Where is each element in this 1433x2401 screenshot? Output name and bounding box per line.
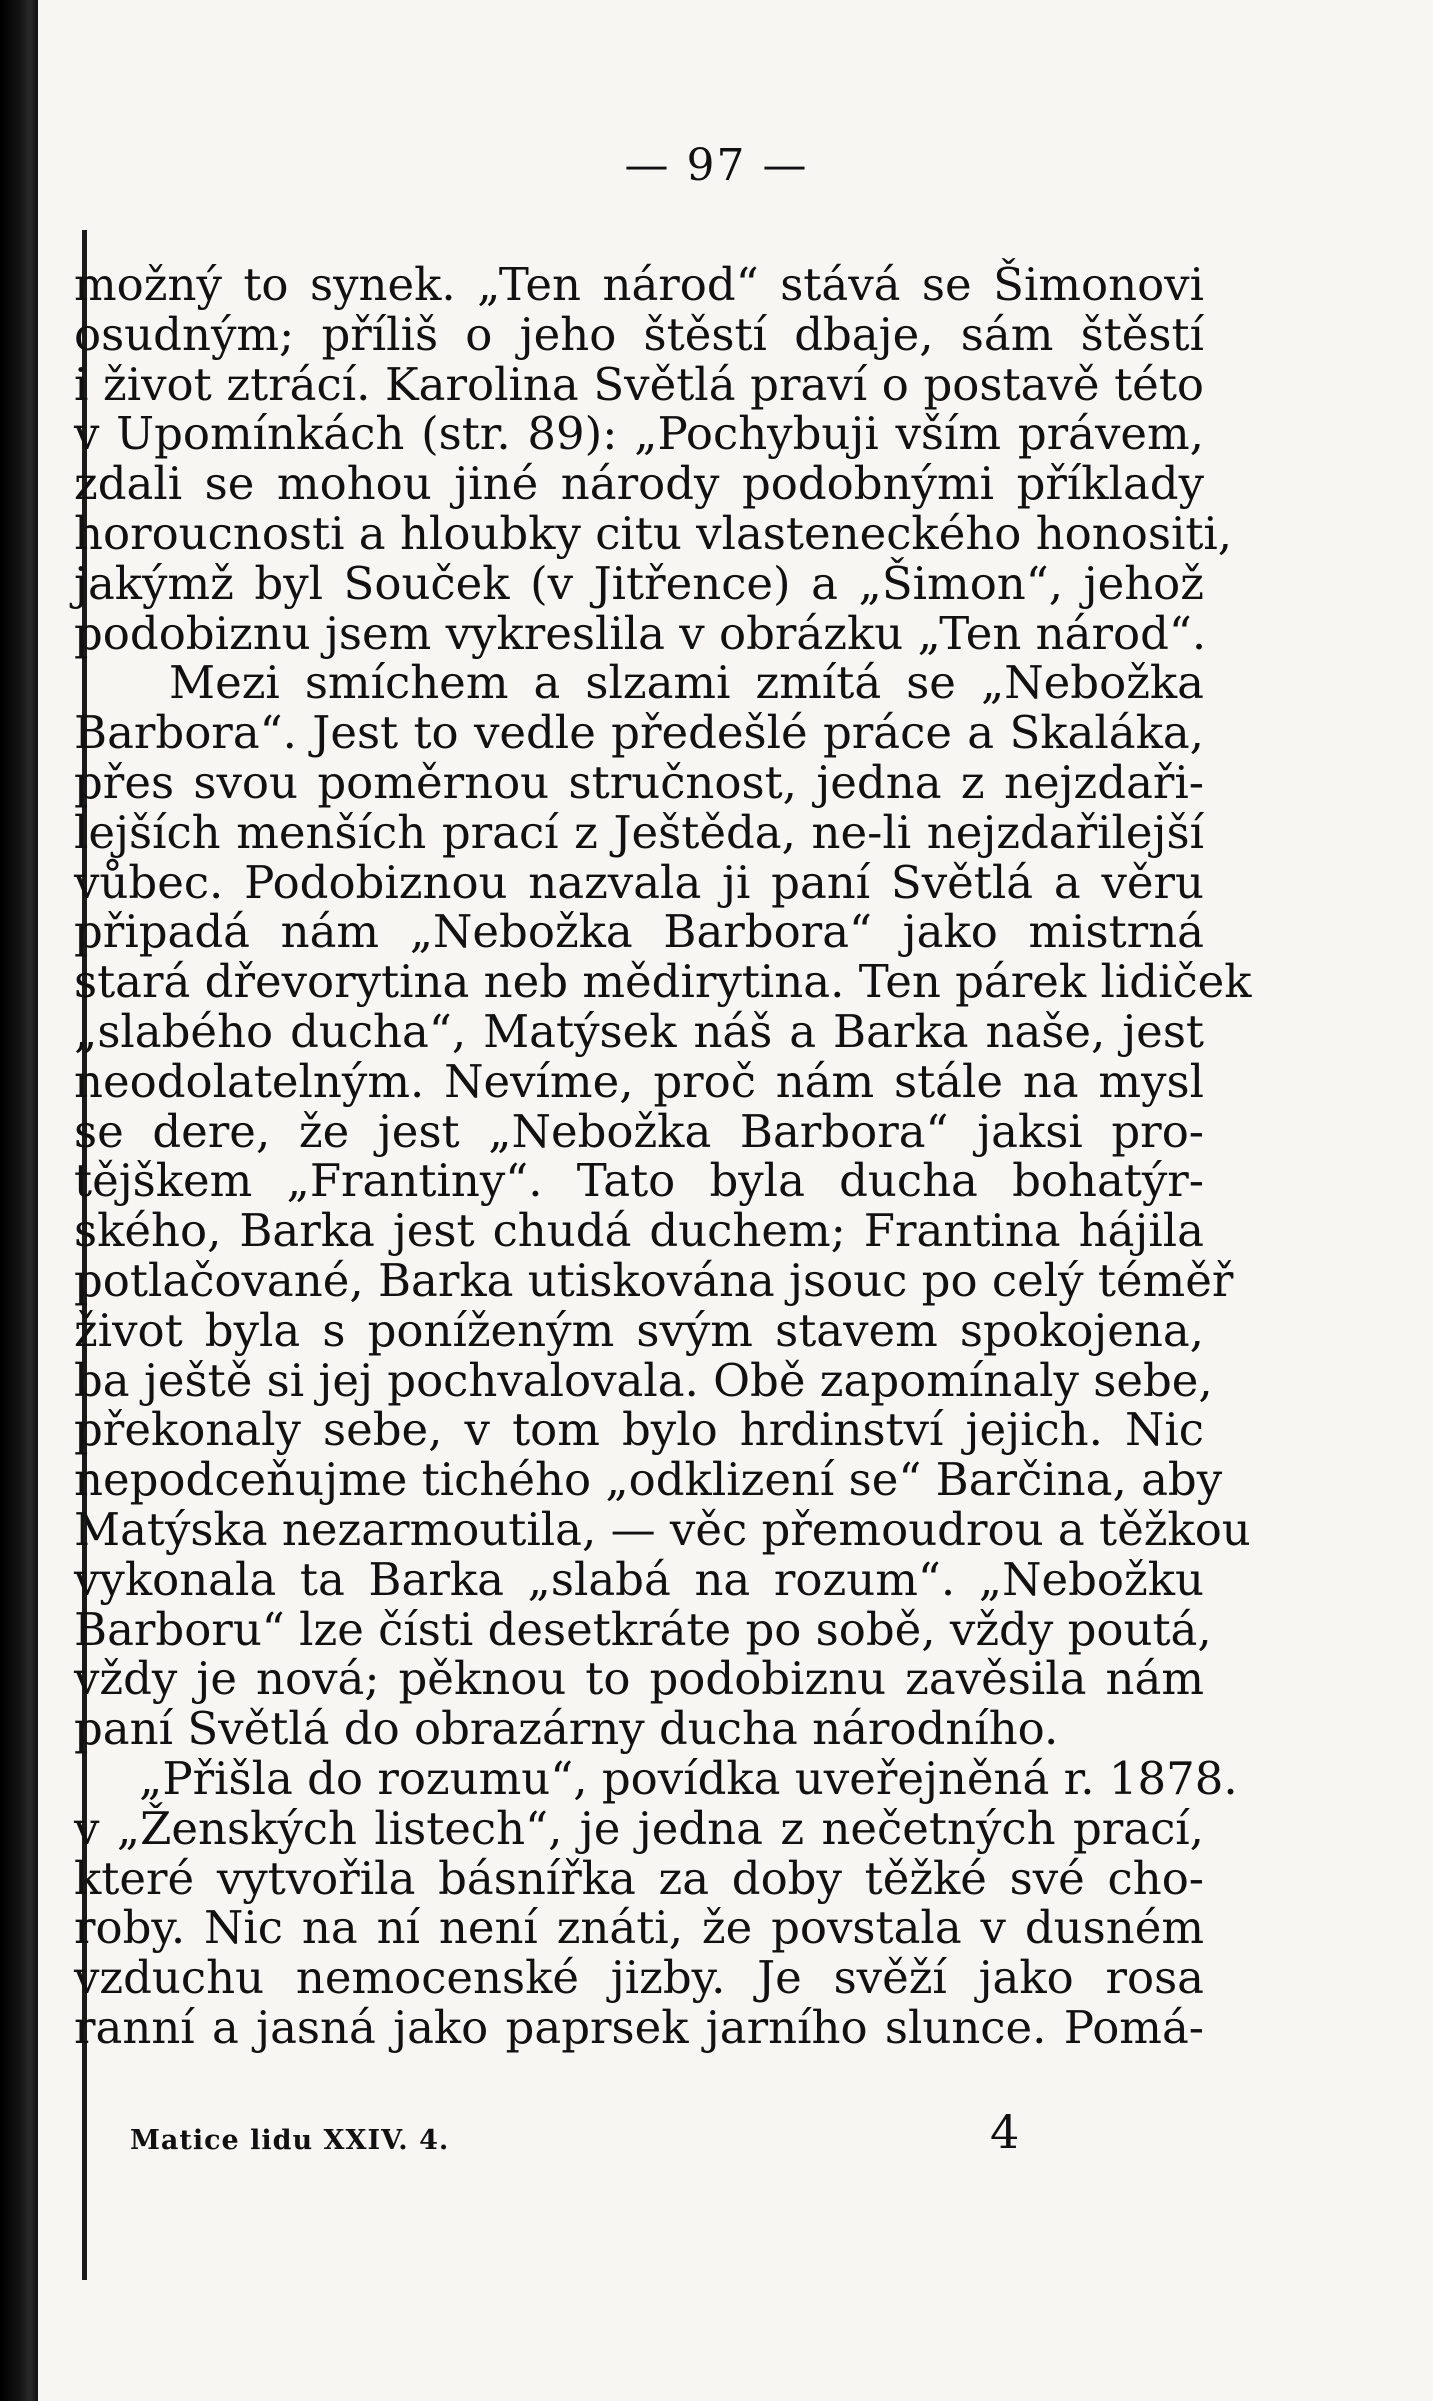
text-line: možný to synek. „Ten národ“ stává se Šimonovi [74, 258, 1204, 311]
text-line: i život ztrácí. Karolina Světlá praví o postavě této [74, 357, 1204, 411]
text-line: v „Ženských listech“, je jedna z nečetných prací, [74, 1801, 1204, 1855]
text-line: horoucnosti a hloubky citu vlasteneckého honositi, [74, 506, 1233, 560]
text-line: roby. Nic na ní není znáti, že povstala v dusném [74, 1901, 1204, 1955]
text-line: tějškem „Frantiny“. Tato byla ducha bohatýr- [74, 1154, 1204, 1208]
text-line: v Upomínkách (str. 89): „Pochybuji vším právem, [74, 407, 1204, 461]
text-line: „Přišla do rozumu“, povídka uveřejněná r. 1878. [139, 1751, 1238, 1805]
printer-signature: Matice lidu XXIV. 4. [130, 2125, 450, 2156]
text-line: ranní a jasná jako paprsek jarního slunce. Pomá- [74, 2000, 1204, 2054]
text-line: přes svou poměrnou stručnost, jedna z nejzdaři- [74, 755, 1204, 809]
text-line: život byla s poníženým svým stavem spokojena, [74, 1303, 1204, 1357]
text-line: osudným; příliš o jeho štěstí dbaje, sám štěstí [74, 307, 1204, 361]
text-line: „slabého ducha“, Matýsek náš a Barka naše, jest [74, 1004, 1204, 1058]
text-line: podobiznu jsem vykreslila v obrázku „Ten národ“. [74, 606, 1207, 660]
text-line: vždy je nová; pěknou to podobiznu zavěsila nám [74, 1652, 1204, 1706]
text-line: jakýmž byl Souček (v Jitřence) a „Šimon“, jehož [74, 556, 1204, 610]
text-line: ba ještě si jej pochvalovala. Obě zapomínaly sebe, [74, 1353, 1213, 1407]
text-line: Matýska nezarmoutila, — věc přemoudrou a těžkou [74, 1502, 1251, 1556]
text-line: stará dřevorytina neb mědirytina. Ten párek lidiček [74, 955, 1252, 1009]
text-line: překonaly sebe, v tom bylo hrdinství jejich. Nic [74, 1403, 1204, 1457]
text-line: zdali se mohou jiné národy podobnými příklady [74, 457, 1204, 511]
text-line: potlačované, Barka utiskována jsouc po celý téměř [74, 1253, 1234, 1307]
text-line: připadá nám „Nebožka Barbora“ jako mistrná [74, 905, 1204, 959]
text-line: nepodceňujme tichého „odklizení se“ Barčina, aby [74, 1453, 1223, 1507]
page-edge-shadow [0, 0, 40, 2401]
page-footer [130, 2105, 1030, 2185]
text-line: Mezi smíchem a slzami zmítá se „Nebožka [169, 656, 1204, 710]
text-line: vůbec. Podobiznou nazvala ji paní Světlá a věru [74, 855, 1204, 909]
body-text [74, 258, 1252, 2054]
text-line: vzduchu nemocenské jizby. Je svěží jako rosa [74, 1951, 1204, 2005]
text-line: vykonala ta Barka „slabá na rozum“. „Nebožku [74, 1552, 1204, 1606]
text-line: Barboru“ lze čísti desetkráte po sobě, vždy poutá, [74, 1602, 1212, 1656]
page-number: — 97 — [624, 140, 809, 191]
text-line: které vytvořila básnířka za doby těžké své cho- [74, 1851, 1204, 1905]
text-line: Barbora“. Jest to vedle předešlé práce a Skaláka, [74, 706, 1204, 760]
text-line: paní Světlá do obrazárny ducha národního. [74, 1702, 1059, 1756]
text-line: lejších menších prací z Ještěda, ne-li nejzdařilejší [74, 805, 1204, 859]
text-line: ského, Barka jest chudá duchem; Frantina hájila [74, 1204, 1204, 1258]
sheet-number: 4 [990, 2105, 1020, 2159]
text-line: se dere, že jest „Nebožka Barbora“ jaksi pro- [74, 1104, 1204, 1158]
text-line: neodolatelným. Nevíme, proč nám stále na mysl [74, 1054, 1204, 1108]
